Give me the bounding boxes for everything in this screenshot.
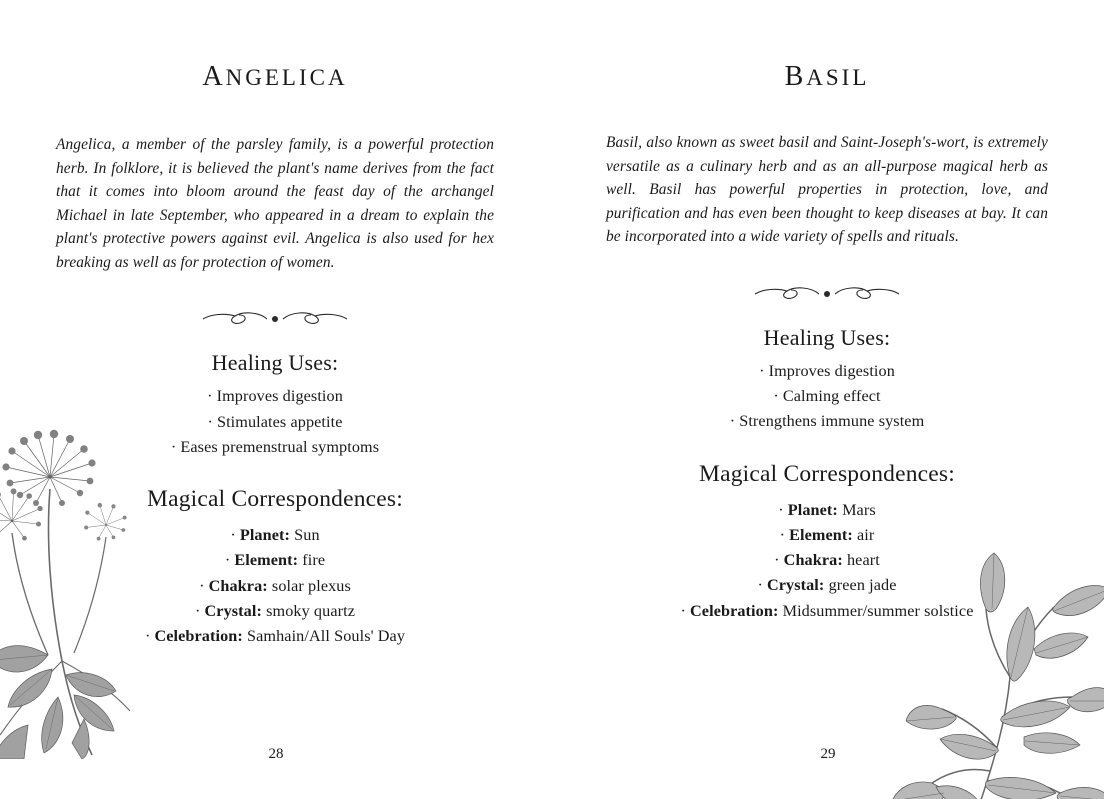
- bullet-glyph: ·: [199, 576, 205, 595]
- list-item: · Celebration: Midsummer/summer solstice: [680, 601, 974, 620]
- list-item: · Eases premenstrual symptoms: [170, 437, 380, 456]
- magical-correspondences-list: [56, 523, 494, 649]
- list-item: · Calming effect: [773, 387, 881, 406]
- bullet-glyph: ·: [757, 576, 763, 595]
- page-basil: [552, 0, 1104, 799]
- list-item: · Improves digestion: [759, 361, 895, 380]
- list-item: · Element: air: [779, 525, 875, 544]
- healing-uses-heading: Healing Uses:: [763, 324, 891, 350]
- page-number: 29: [820, 746, 836, 762]
- bullet-glyph: ·: [207, 387, 213, 406]
- bullet-glyph: ·: [224, 551, 231, 570]
- list-item: · Improves digestion: [207, 387, 343, 406]
- list-item: · Chakra: heart: [774, 551, 880, 570]
- magical-correspondences-list: [606, 498, 1048, 624]
- healing-uses-list: [56, 384, 494, 460]
- bullet-glyph: ·: [778, 500, 784, 519]
- bullet-glyph: ·: [170, 437, 177, 456]
- page-title: angelica: [202, 49, 348, 94]
- intro-paragraph: Basil, also known as sweet basil and Saint-Joseph's-wort, is extremely versatile as a culinary herb and as an all-purpose magical herb as well. Basil has powerful properties in protection, love, and purification and has even been thought to keep diseases at bay. It can be incorporated into a wide variety of spells and rituals.: [606, 134, 1048, 246]
- list-item: · Element: fire: [224, 551, 326, 570]
- flourish-ornament: [56, 308, 494, 330]
- bullet-glyph: ·: [195, 601, 201, 620]
- magical-correspondences-heading: Magical Correspondences:: [698, 460, 956, 487]
- bullet-glyph: ·: [680, 601, 687, 620]
- intro-paragraph: Angelica, a member of the parsley family, is a powerful protection herb. In folklore, it is believed the plant's name derives from the fact that it comes into bloom around the feast day of the archangel Michael in late September, who appeared in a dream to explain the plant's protective powers against evil. Angelica is also used for hex breaking as well as for protection of women.: [56, 136, 494, 271]
- bullet-glyph: ·: [759, 361, 765, 380]
- bullet-glyph: ·: [230, 526, 236, 545]
- bullet-glyph: ·: [144, 627, 151, 646]
- magical-correspondences-heading: Magical Correspondences:: [146, 486, 404, 513]
- list-item: · Crystal: green jade: [757, 576, 897, 595]
- list-item: · Celebration: Samhain/All Souls' Day: [144, 627, 406, 646]
- bullet-glyph: ·: [774, 551, 780, 570]
- list-item: · Stimulates appetite: [207, 412, 343, 431]
- list-item: · Strengthens immune system: [729, 412, 925, 431]
- list-item: · Planet: Sun: [230, 526, 320, 545]
- bullet-glyph: ·: [207, 412, 213, 431]
- page-title: basil: [784, 49, 870, 94]
- page-number: 28: [268, 746, 284, 762]
- flourish-ornament: [606, 283, 1048, 305]
- list-item: · Planet: Mars: [778, 500, 876, 519]
- list-item: · Crystal: smoky quartz: [195, 601, 355, 620]
- bullet-glyph: ·: [779, 525, 786, 544]
- healing-uses-list: [606, 359, 1048, 435]
- healing-uses-heading: Healing Uses:: [211, 350, 339, 376]
- bullet-glyph: ·: [773, 387, 779, 406]
- bullet-glyph: ·: [729, 412, 736, 431]
- list-item: · Chakra: solar plexus: [199, 576, 351, 595]
